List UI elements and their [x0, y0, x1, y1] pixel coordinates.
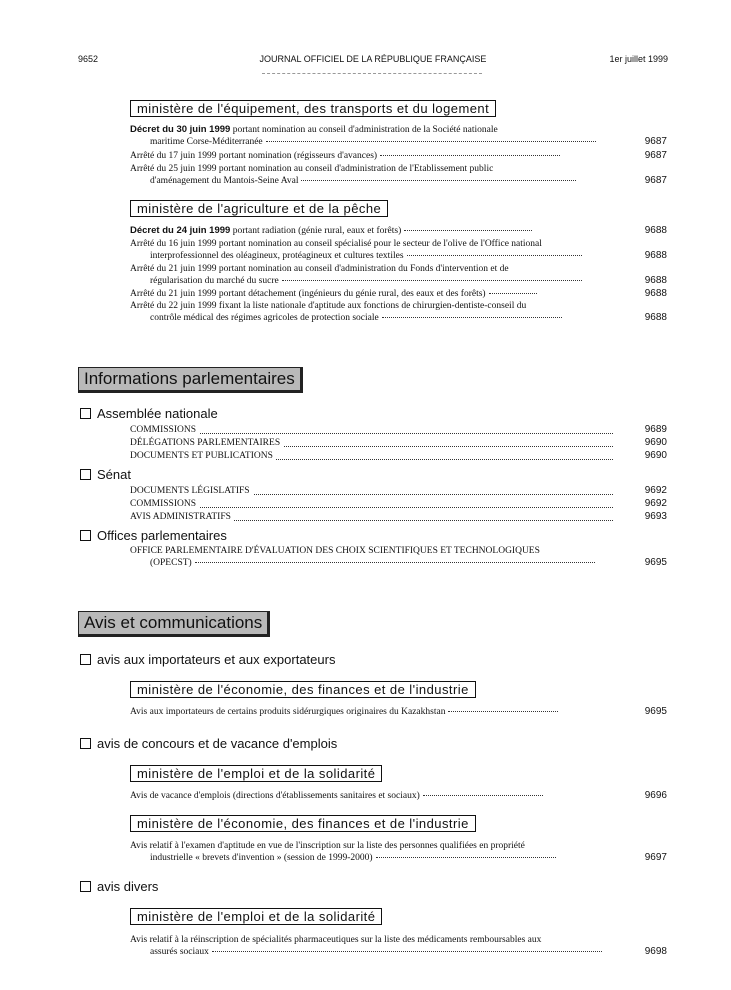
toc-entry[interactable]: Avis aux importateurs de certains produits sidérurgiques originaires du Kazakhstan 9695 — [130, 706, 667, 717]
toc-entry[interactable]: Arrêté du 21 juin 1999 portant nomination au conseil d'administration du Fonds d'intervention et de régularisation du marché du sucre 9688 — [130, 264, 667, 286]
page-reference: 9695 — [644, 706, 667, 717]
category-offices-parlementaires: Offices parlementaires — [80, 528, 227, 544]
page-reference: 9692 — [644, 485, 667, 496]
page-reference: 9688 — [644, 312, 667, 323]
entry-bold-title: Décret du 30 juin 1999 — [130, 124, 231, 135]
ministry-heading-economie: ministère de l'économie, des finances et de l'industrie — [130, 815, 476, 832]
page-reference: 9688 — [644, 225, 667, 236]
page-reference: 9693 — [644, 511, 667, 522]
toc-entry[interactable]: Avis de vacance d'emplois (directions d'établissements sanitaires et sociaux) 9696 — [130, 790, 667, 801]
category-avis-concours: avis de concours et de vacance d'emplois — [80, 736, 337, 752]
checkbox-icon — [80, 654, 91, 665]
category-assemblee-nationale: Assemblée nationale — [80, 406, 218, 422]
checkbox-icon — [80, 408, 91, 419]
toc-row[interactable]: DÉLÉGATIONS PARLEMENTAIRES 9690 — [130, 437, 667, 448]
page-reference: 9698 — [644, 946, 667, 957]
toc-entry[interactable]: Arrêté du 21 juin 1999 portant détachement (ingénieurs du génie rural, des eaux et des forêts) 9688 — [130, 288, 667, 299]
page-reference: 9689 — [644, 424, 667, 435]
category-avis-divers: avis divers — [80, 879, 158, 895]
toc-entry[interactable]: Décret du 30 juin 1999 portant nomination au conseil d'administration de la Société nationale maritime Corse-Méditerranée 9687 — [130, 124, 667, 147]
entry-bold-title: Décret du 24 juin 1999 — [130, 225, 231, 236]
ministry-heading-equipement: ministère de l'équipement, des transports et du logement — [130, 100, 496, 117]
page-header — [78, 54, 668, 68]
journal-title: JOURNAL OFFICIEL DE LA RÉPUBLIQUE FRANÇAISE — [259, 54, 487, 64]
section-banner-avis: Avis et communications — [78, 611, 270, 637]
checkbox-icon — [80, 530, 91, 541]
toc-entry[interactable]: OFFICE PARLEMENTAIRE D'ÉVALUATION DES CHOIX SCIENTIFIQUES ET TECHNOLOGIQUES (OPECST) 9695 — [130, 546, 667, 568]
category-avis-importateurs: avis aux importateurs et aux exportateurs — [80, 652, 335, 668]
page-reference: 9688 — [644, 275, 667, 286]
page-reference: 9697 — [644, 852, 667, 863]
toc-entry[interactable]: Avis relatif à la réinscription de spécialités pharmaceutiques sur la liste des médicaments remboursables aux assurés sociaux 9698 — [130, 935, 667, 957]
toc-row[interactable]: AVIS ADMINISTRATIFS 9693 — [130, 511, 667, 522]
checkbox-icon — [80, 738, 91, 749]
page-reference: 9688 — [644, 250, 667, 261]
page-reference: 9690 — [644, 450, 667, 461]
header-divider — [262, 73, 482, 74]
page-reference: 9687 — [644, 136, 667, 147]
toc-row[interactable]: COMMISSIONS 9689 — [130, 424, 667, 435]
ministry-heading-emploi: ministère de l'emploi et de la solidarité — [130, 765, 382, 782]
page-reference: 9692 — [644, 498, 667, 509]
page-reference: 9687 — [644, 150, 667, 161]
issue-date: 1er juillet 1999 — [609, 54, 668, 64]
page-reference: 9690 — [644, 437, 667, 448]
toc-row[interactable]: COMMISSIONS 9692 — [130, 498, 667, 509]
toc-entry[interactable]: Arrêté du 16 juin 1999 portant nomination au conseil spécialisé pour le secteur de l'olive de l'Office national interprofessionnel des oléagineux, protéagineux et cultures textiles 9688 — [130, 239, 667, 261]
category-senat: Sénat — [80, 467, 131, 483]
toc-entry[interactable]: Arrêté du 25 juin 1999 portant nomination au conseil d'administration de l'Etablissement public d'aménagement du Mantois-Seine Aval 9687 — [130, 164, 667, 186]
toc-row[interactable]: DOCUMENTS LÉGISLATIFS 9692 — [130, 485, 667, 496]
ministry-heading-economie: ministère de l'économie, des finances et de l'industrie — [130, 681, 476, 698]
toc-row[interactable]: DOCUMENTS ET PUBLICATIONS 9690 — [130, 450, 667, 461]
page-reference: 9696 — [644, 790, 667, 801]
page-reference: 9695 — [644, 557, 667, 568]
checkbox-icon — [80, 881, 91, 892]
toc-entry[interactable]: Arrêté du 17 juin 1999 portant nomination (régisseurs d'avances) 9687 — [130, 150, 667, 161]
section-banner-informations: Informations parlementaires — [78, 367, 303, 393]
ministry-heading-emploi: ministère de l'emploi et de la solidarité — [130, 908, 382, 925]
page-number: 9652 — [78, 54, 99, 64]
checkbox-icon — [80, 469, 91, 480]
toc-entry[interactable]: Avis relatif à l'examen d'aptitude en vue de l'inscription sur la liste des personnes qualifiées en propriété industrielle « brevets d'invention » (session de 1999-2000) 9697 — [130, 841, 667, 863]
page-reference: 9688 — [644, 288, 667, 299]
ministry-heading-agriculture: ministère de l'agriculture et de la pêche — [130, 200, 388, 217]
toc-entry[interactable]: Arrêté du 22 juin 1999 fixant la liste nationale d'aptitude aux fonctions de chirurgien-dentiste-conseil du contrôle médical des régimes agricoles de protection sociale 9688 — [130, 301, 667, 323]
toc-entry[interactable]: Décret du 24 juin 1999 portant radiation (génie rural, eaux et forêts) 9688 — [130, 225, 667, 236]
page-reference: 9687 — [644, 175, 667, 186]
